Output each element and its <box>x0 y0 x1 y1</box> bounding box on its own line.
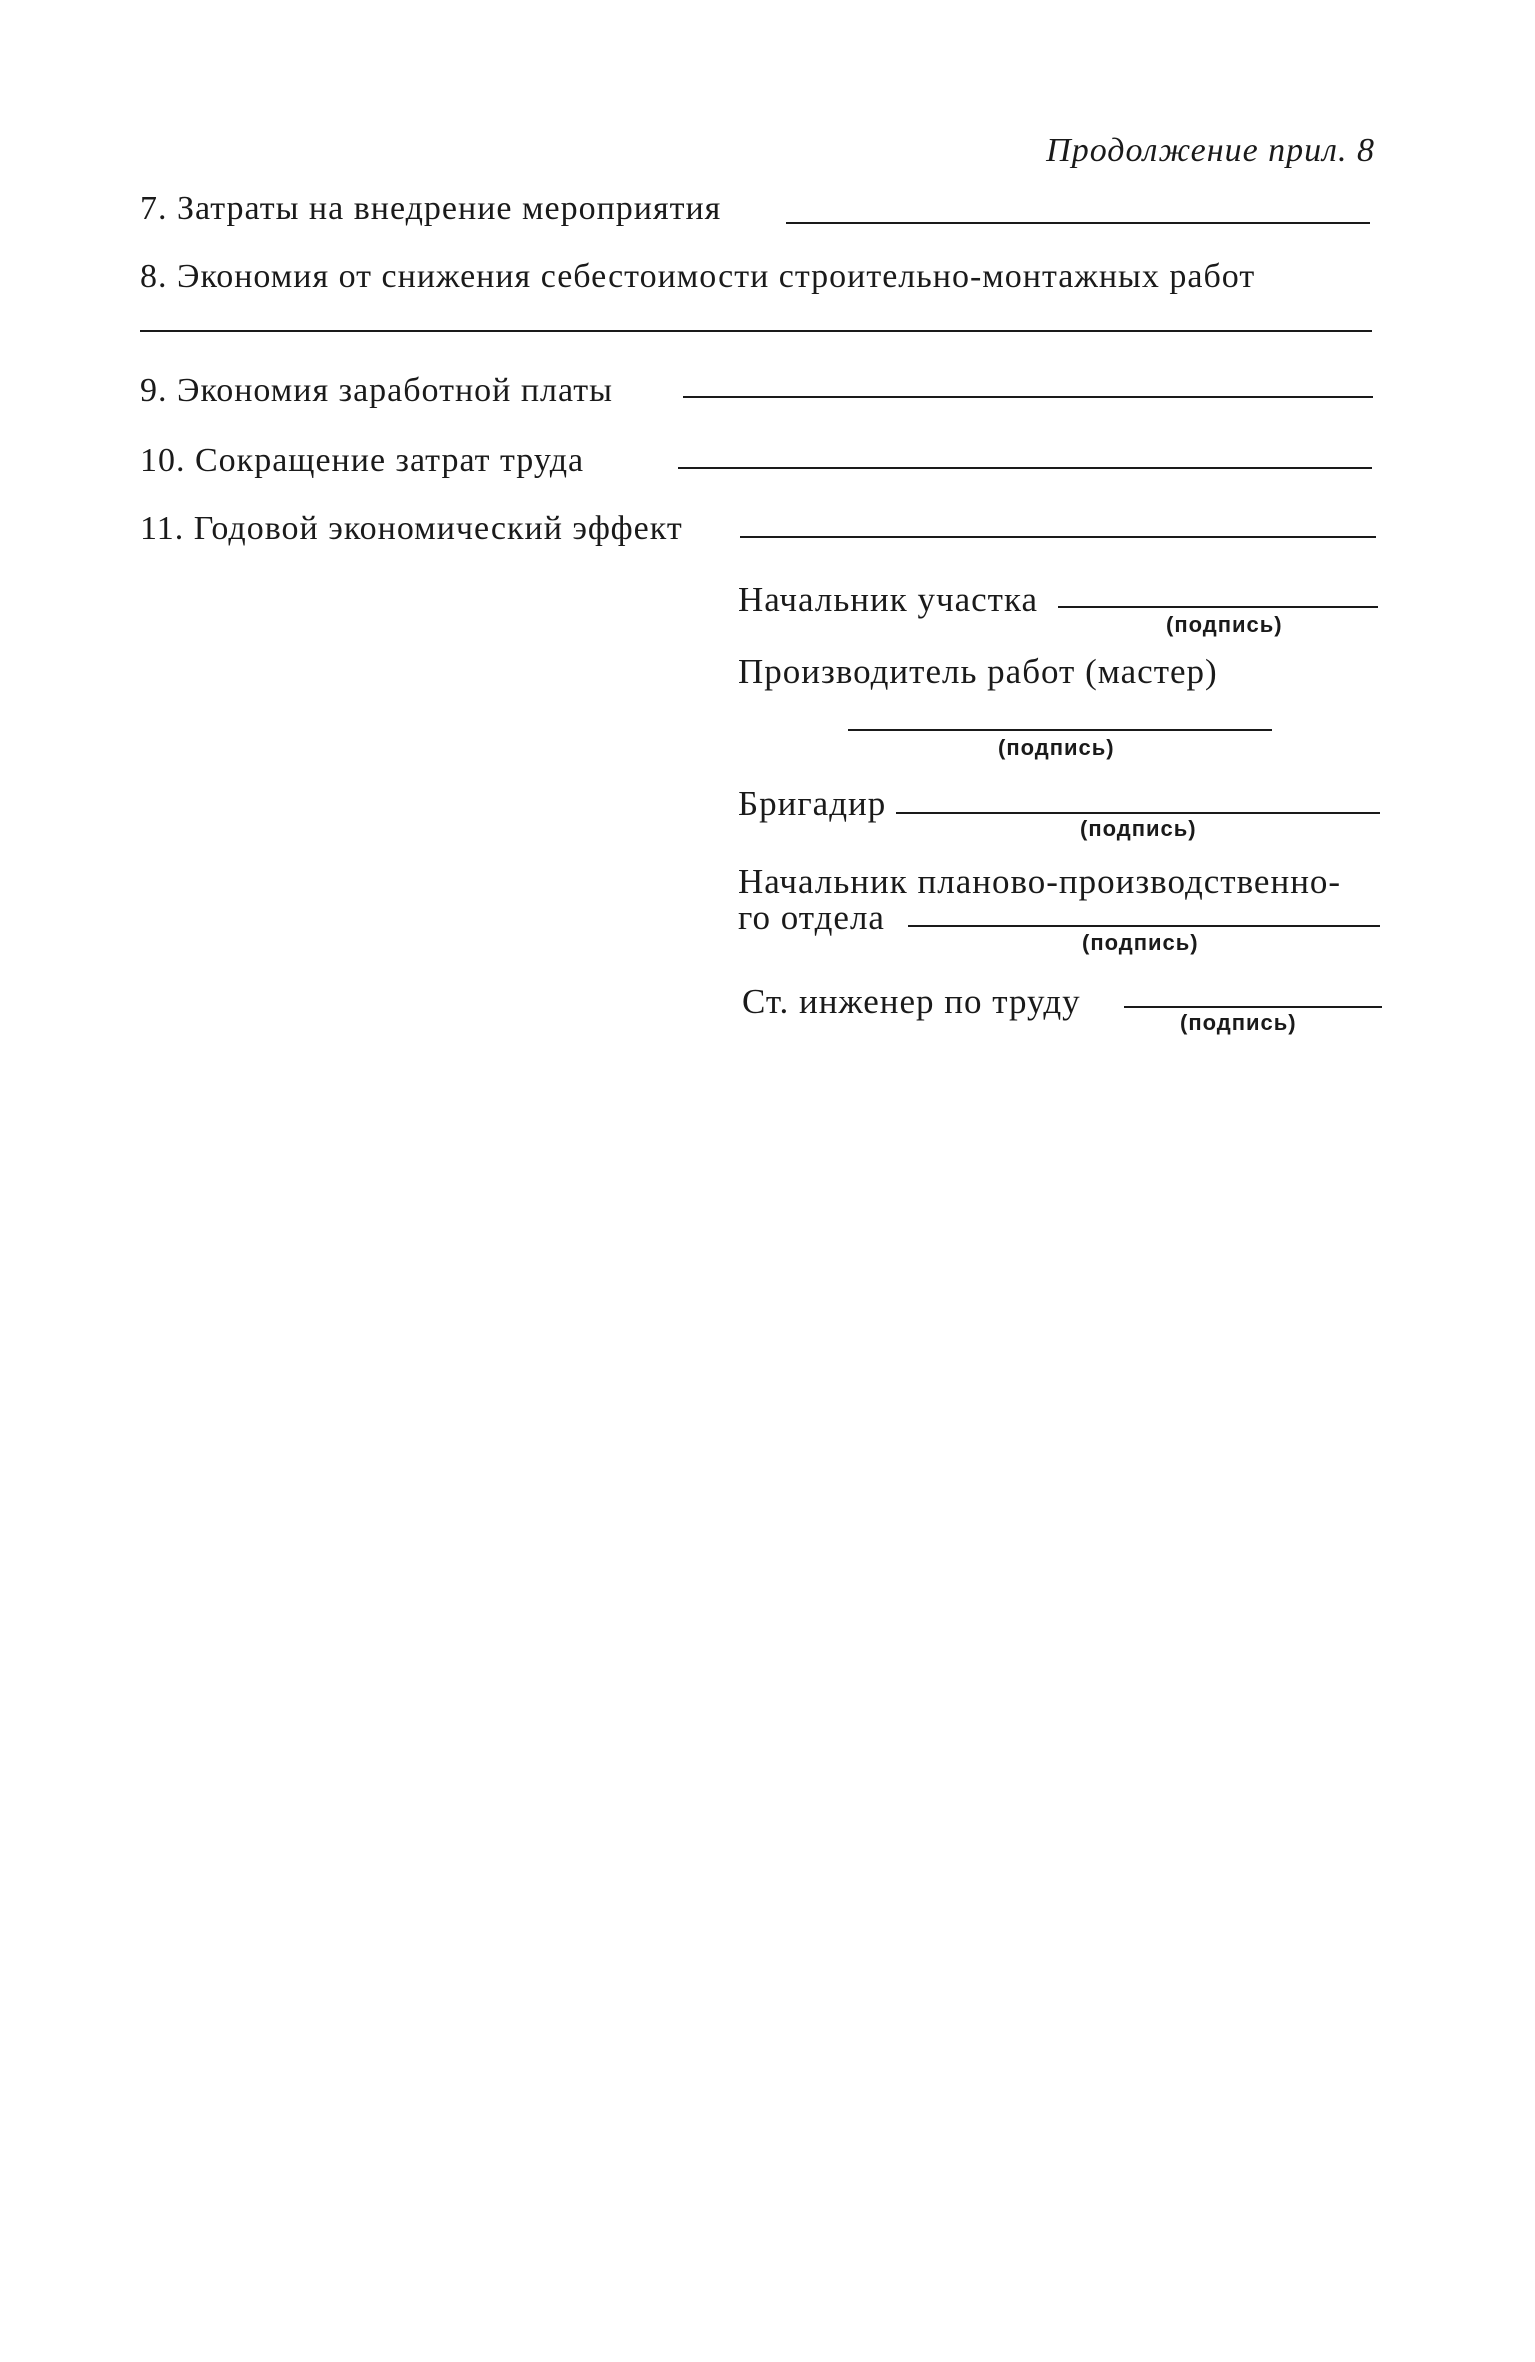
works-producer-label: Производитель работ (мастер) <box>738 652 1218 691</box>
foreman-signature-line <box>896 812 1380 814</box>
site-head-signature-line <box>1058 606 1378 608</box>
foreman-signature-caption: (подпись) <box>1080 816 1197 841</box>
labor-engineer-label: Ст. инженер по труду <box>742 982 1081 1021</box>
works-producer-signature-caption: (подпись) <box>998 735 1115 760</box>
item-8-fill-line <box>140 330 1372 332</box>
site-head-signature-caption: (подпись) <box>1166 612 1283 637</box>
item-10-label: 10. Сокращение затрат труда <box>140 442 585 479</box>
labor-engineer-signature-caption: (подпись) <box>1180 1010 1297 1035</box>
item-7-fill-line <box>786 222 1370 224</box>
planning-head-label-line2: го отдела <box>738 898 885 937</box>
item-9-fill-line <box>683 396 1373 398</box>
planning-head-signature-caption: (подпись) <box>1082 930 1199 955</box>
item-10-fill-line <box>678 467 1372 469</box>
site-head-label: Начальник участка <box>738 580 1038 619</box>
works-producer-signature-line <box>848 729 1272 731</box>
item-7-label: 7. Затраты на внедрение мероприятия <box>140 190 722 227</box>
planning-head-signature-line <box>908 925 1380 927</box>
item-11-label: 11. Годовой экономический эффект <box>140 510 683 547</box>
labor-engineer-signature-line <box>1124 1006 1382 1008</box>
planning-head-label-line1: Начальник планово-производственно- <box>738 862 1342 901</box>
item-11-fill-line <box>740 536 1376 538</box>
item-9-label: 9. Экономия заработной платы <box>140 372 613 409</box>
foreman-label: Бригадир <box>738 784 887 823</box>
continuation-header: Продолжение прил. 8 <box>1046 132 1375 169</box>
item-8-label: 8. Экономия от снижения себестоимости строительно-монтажных работ <box>140 258 1256 295</box>
